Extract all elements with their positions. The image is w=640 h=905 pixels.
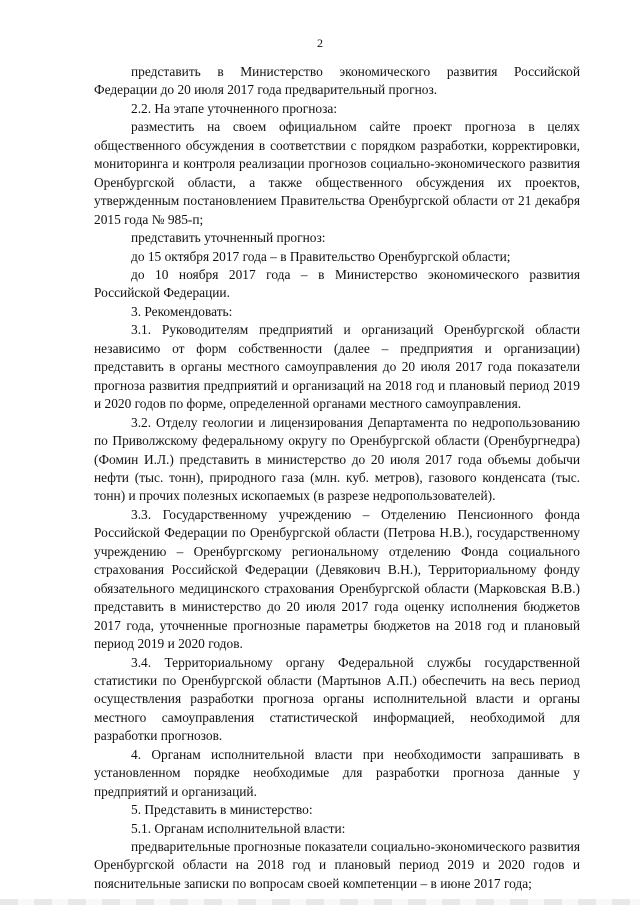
paragraph: предварительные прогнозные показатели социально-экономического развития Оренбургской области на 2018 год и плановый период 2019 и 2020 годов и пояснительные записки по вопросам своей компетенции – в июне 2017 года;	[94, 839, 580, 891]
section-heading: 5. Представить в министерство:	[131, 802, 313, 818]
document-body	[94, 63, 580, 893]
paragraph: 3.4. Территориальному органу Федеральной службы государственной статистики по Оренбургской области (Мартынов А.П.) обеспечить на весь период осуществления разработки прогноза органы исполнительной власти и органы местного самоуправления статистической информацией, необходимой для разработки прогнозов.	[94, 654, 580, 744]
section-heading: 2.2. На этапе уточненного прогноза:	[131, 100, 338, 116]
paragraph: 3.2. Отделу геологии и лицензирования Департамента по недропользованию по Приволжскому федеральному округу по Оренбургской области (Оренбургнедра) (Фомин И.Л.) представить в министерство до 20 июля 2017 года объемы добычи нефти (тыс. тонн), природного газа (млн. куб. метров), газового конденсата (тыс. тонн) и прочих полезных ископаемых (в разрезе недропользователей).	[94, 414, 580, 504]
paragraph: 4. Органам исполнительной власти при необходимости запрашивать в установленном порядке необходимые для разработки прогноза данные у предприятий и организаций.	[94, 746, 580, 799]
section-heading: 3. Рекомендовать:	[131, 303, 233, 319]
paragraph: 3.3. Государственному учреждению – Отделению Пенсионного фонда Российской Федерации по Оренбургской области (Петрова Н.В.), государственному учреждению – Оренбургскому региональному отделению Фонда социального страхования Российской Федерации (Девякович В.Н.), Территориальному фонду обязательного медицинского страхования Оренбургской области (Марковская В.В.) представить в министерство до 20 июля 2017 года оценку исполнения бюджетов 2017 года, уточненные прогнозные параметры бюджетов на 2018 год и плановый период 2019 и 2020 годов.	[94, 506, 580, 652]
paragraph: до 15 октября 2017 года – в Правительство Оренбургской области;	[131, 248, 511, 264]
page-number: 2	[317, 36, 323, 50]
section-heading: 5.1. Органам исполнительной власти:	[131, 820, 346, 836]
paragraph: 3.1. Руководителям предприятий и организаций Оренбургской области независимо от форм собственности (далее – предприятия и организации) представить в органы местного самоуправления до 20 июля 2017 года показатели прогноза развития предприятий и организаций на 2018 год и плановый период 2019 и 2020 годов по форме, определенной органами местного самоуправления.	[94, 322, 580, 412]
paragraph: представить в Министерство экономического развития Российской Федерации до 20 июля 2017 года предварительный прогноз.	[94, 64, 580, 98]
paragraph: до 10 ноября 2017 года – в Министерство экономического развития Российской Федерации.	[94, 266, 580, 301]
paragraph: разместить на своем официальном сайте проект прогноза в целях общественного обсуждения в соответствии с порядком разработки, корректировки, мониторинга и контроля реализации прогнозов социально-экономического развития Оренбургской области, а также общественного обсуждения их проектов, утвержденным постановлением Правительства Оренбургской области от 21 декабря 2015 года № 985-п;	[94, 119, 580, 227]
paragraph: представить уточненный прогноз:	[131, 230, 326, 246]
scan-edge-strip	[0, 899, 640, 905]
